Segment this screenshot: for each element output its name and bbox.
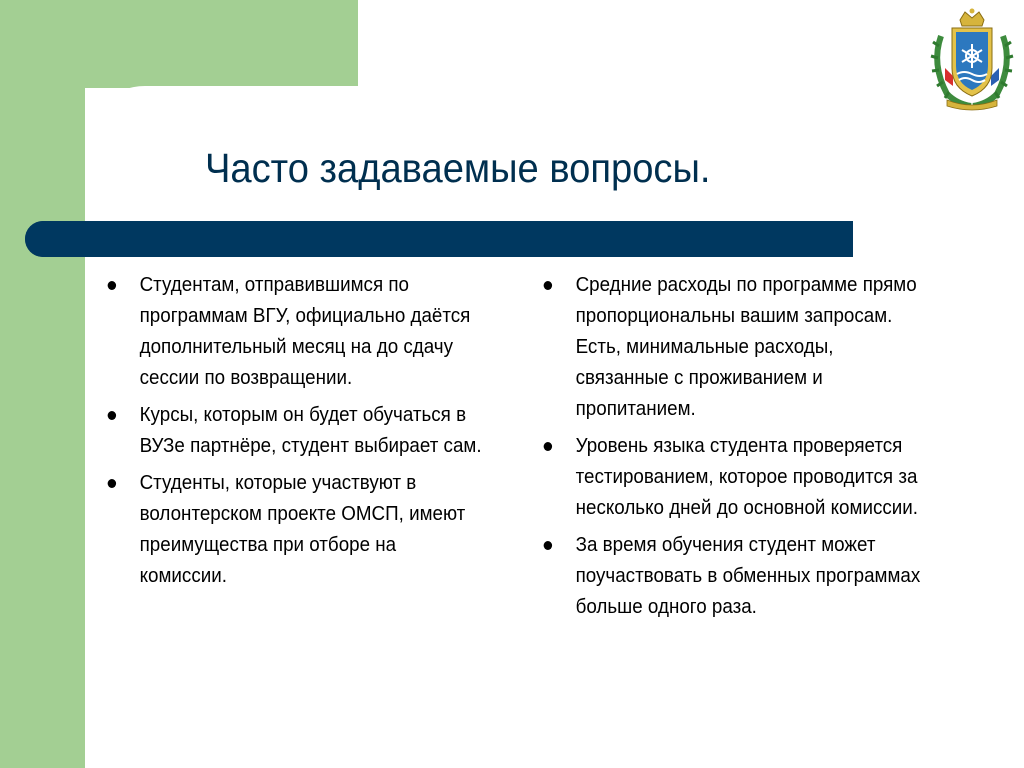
bullet-icon bbox=[108, 411, 116, 420]
slide-title: Часто задаваемые вопросы. bbox=[205, 145, 711, 191]
green-side-band bbox=[0, 0, 85, 768]
list-item bbox=[102, 468, 487, 592]
bullet-icon bbox=[108, 281, 116, 290]
list-item bbox=[102, 270, 487, 394]
coat-of-arms-icon bbox=[927, 6, 1017, 112]
list-item bbox=[102, 400, 487, 462]
list-item bbox=[538, 431, 923, 524]
list-item bbox=[538, 270, 923, 425]
right-bullet-list bbox=[538, 270, 948, 629]
bullet-text: Курсы, которым он будет обучаться в ВУЗе партнёре, студент выбирает сам. bbox=[139, 404, 482, 457]
bullet-text: За время обучения студент может поучаствовать в обменных программах больше одного раза. bbox=[575, 534, 921, 618]
bullet-text: Студенты, которые участвуют в волонтерском проекте ОМСП, имеют преимущества при отборе на комиссии. bbox=[139, 472, 466, 587]
bullet-icon bbox=[108, 479, 116, 488]
left-bullet-list bbox=[102, 270, 512, 598]
bullet-icon bbox=[544, 442, 552, 451]
bullet-icon bbox=[544, 541, 552, 550]
list-item bbox=[538, 530, 923, 623]
green-top-band bbox=[0, 0, 358, 88]
title-underline-bar-cap bbox=[25, 221, 73, 257]
bullet-text: Средние расходы по программе прямо пропорциональны вашим запросам. Есть, минимальные расходы, связанные с проживанием и пропитанием. bbox=[575, 274, 917, 420]
title-underline-bar bbox=[25, 221, 853, 257]
bullet-icon bbox=[544, 281, 552, 290]
bullet-text: Уровень языка студента проверяется тестированием, которое проводится за несколько дней до основной комиссии. bbox=[575, 435, 918, 519]
bullet-text: Студентам, отправившимся по программам ВГУ, официально даётся дополнительный месяц на до сдачу сессии по возвращении. bbox=[139, 274, 471, 389]
